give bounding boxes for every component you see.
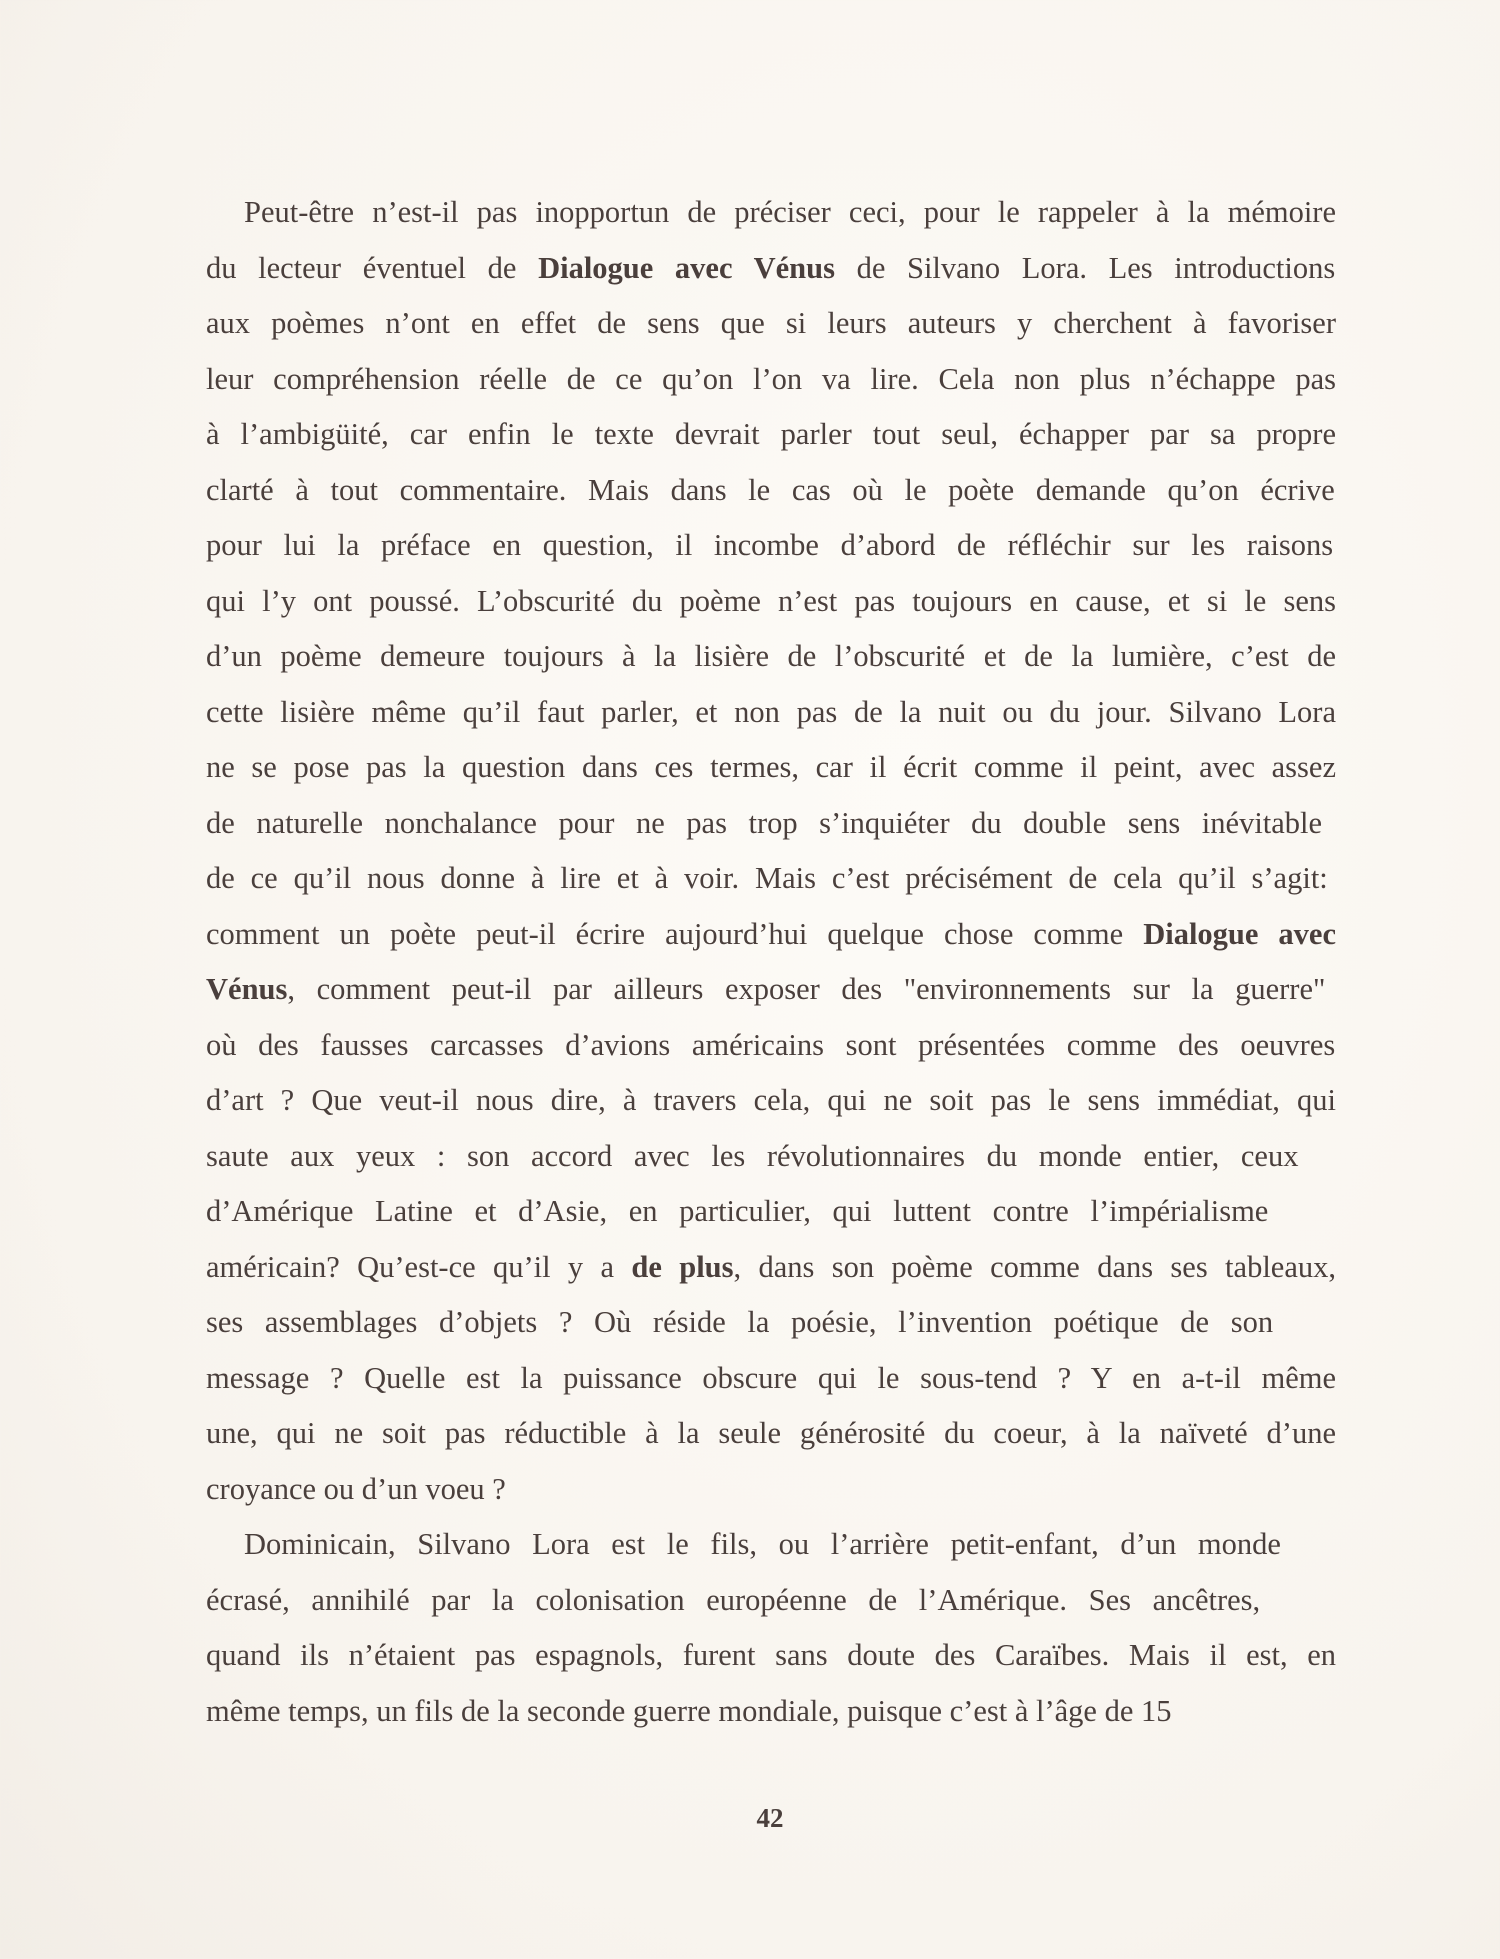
text-line xyxy=(244,1524,1281,1564)
text-segment: du lecteur éventuel de xyxy=(206,250,539,285)
text-line xyxy=(206,1080,1336,1120)
bold-title-text: de plus xyxy=(631,1249,734,1284)
text-line xyxy=(206,858,1328,898)
page-number: 42 xyxy=(756,1803,784,1833)
text-line xyxy=(206,1580,1260,1620)
text-segment: cette lisière même qu’il faut parler, et non pas de la nuit ou du jour. Silvano Lora xyxy=(206,694,1336,729)
text-line xyxy=(206,414,1336,454)
text-segment: d’un poème demeure toujours à la lisière de l’obscurité et de la lumière, c’est de xyxy=(206,639,1336,673)
text-line xyxy=(206,969,1325,1009)
text-line xyxy=(206,248,1335,288)
text-line xyxy=(206,359,1336,399)
text-segment: écrasé, annihilé par la colonisation européenne de l’Amérique. Ses ancêtres, xyxy=(206,1582,1261,1617)
text-line xyxy=(206,303,1336,343)
text-segment: où des fausses carcasses d’avions américains sont présentées comme des oeuvres xyxy=(206,1027,1336,1062)
text-segment: ne se pose pas la question dans ces termes, car il écrit comme il peint, avec assez xyxy=(206,750,1336,784)
text-segment: aux poèmes n’ont en effet de sens que si leurs auteurs y cherchent à favoriser xyxy=(206,306,1336,340)
text-segment: Peut-être n’est-il pas inopportun de préciser ceci, pour le rappeler à la mémoire xyxy=(244,195,1336,229)
text-line xyxy=(206,1469,506,1509)
text-line xyxy=(206,803,1322,843)
text-line xyxy=(206,1691,1172,1731)
text-line xyxy=(206,1247,1336,1287)
text-segment: saute aux yeux : son accord avec les révolutionnaires du monde entier, ceux xyxy=(206,1138,1299,1173)
text-segment: une, qui ne soit pas réductible à la seule générosité du coeur, à la naïveté d’une xyxy=(206,1416,1336,1450)
text-line xyxy=(206,1191,1268,1231)
text-segment: américain? Qu’est-ce qu’il y a xyxy=(206,1249,632,1284)
text-segment: de ce qu’il nous donne à lire et à voir. Mais c’est précisément de cela qu’il s’agit: xyxy=(206,861,1328,895)
text-line xyxy=(244,192,1336,232)
text-segment: leur compréhension réelle de ce qu’on l’on va lire. Cela non plus n’échappe pas xyxy=(206,361,1336,396)
text-line xyxy=(206,747,1336,787)
text-line xyxy=(206,525,1333,565)
text-segment: croyance ou d’un voeu ? xyxy=(206,1471,506,1506)
text-line xyxy=(206,1413,1336,1453)
text-segment: Dominicain, Silvano Lora est le fils, ou l’arrière petit-enfant, d’un monde xyxy=(244,1527,1281,1561)
text-line xyxy=(206,1635,1336,1675)
text-segment: pour lui la préface en question, il incombe d’abord de réfléchir sur les raisons xyxy=(206,528,1334,562)
text-line xyxy=(206,692,1336,732)
text-line xyxy=(206,914,1336,954)
text-segment: d’art ? Que veut-il nous dire, à travers cela, qui ne soit pas le sens immédiat, qui xyxy=(206,1083,1336,1117)
text-segment: , dans son poème comme dans ses tableaux, xyxy=(733,1249,1336,1284)
text-line xyxy=(206,470,1335,510)
text-segment: comment un poète peut-il écrire aujourd’hui quelque chose comme xyxy=(206,916,1144,951)
text-segment: message ? Quelle est la puissance obscure qui le sous-tend ? Y en a-t-il même xyxy=(206,1360,1336,1395)
text-line xyxy=(206,636,1336,676)
text-line xyxy=(206,1358,1336,1398)
text-line xyxy=(206,1025,1335,1065)
bold-title-text: Vénus xyxy=(206,972,288,1006)
text-segment: , comment peut-il par ailleurs exposer des "environnements sur la guerre" xyxy=(287,972,1326,1006)
text-segment: même temps, un fils de la seconde guerre mondiale, puisque c’est à l’âge de 15 xyxy=(206,1693,1172,1728)
text-segment: qui l’y ont poussé. L’obscurité du poème n’est pas toujours en cause, et si le sens xyxy=(206,583,1336,618)
text-line xyxy=(206,1302,1273,1342)
text-segment: clarté à tout commentaire. Mais dans le cas où le poète demande qu’on écrive xyxy=(206,472,1335,507)
text-segment: de Silvano Lora. Les introductions xyxy=(834,250,1336,285)
text-segment: d’Amérique Latine et d’Asie, en particulier, qui luttent contre l’impérialisme xyxy=(206,1194,1269,1228)
bold-title-text: Dialogue avec xyxy=(1143,916,1336,951)
text-segment: ses assemblages d’objets ? Où réside la poésie, l’invention poétique de son xyxy=(206,1305,1274,1339)
text-line xyxy=(206,1136,1298,1176)
text-segment: à l’ambigüité, car enfin le texte devrait parler tout seul, échapper par sa propre xyxy=(206,417,1336,451)
text-segment: quand ils n’étaient pas espagnols, furent sans doute des Caraïbes. Mais il est, en xyxy=(206,1638,1336,1672)
text-line xyxy=(206,581,1336,621)
text-segment: de naturelle nonchalance pour ne pas trop s’inquiéter du double sens inévitable xyxy=(206,805,1323,840)
bold-title-text: Dialogue avec Vénus xyxy=(538,250,835,285)
